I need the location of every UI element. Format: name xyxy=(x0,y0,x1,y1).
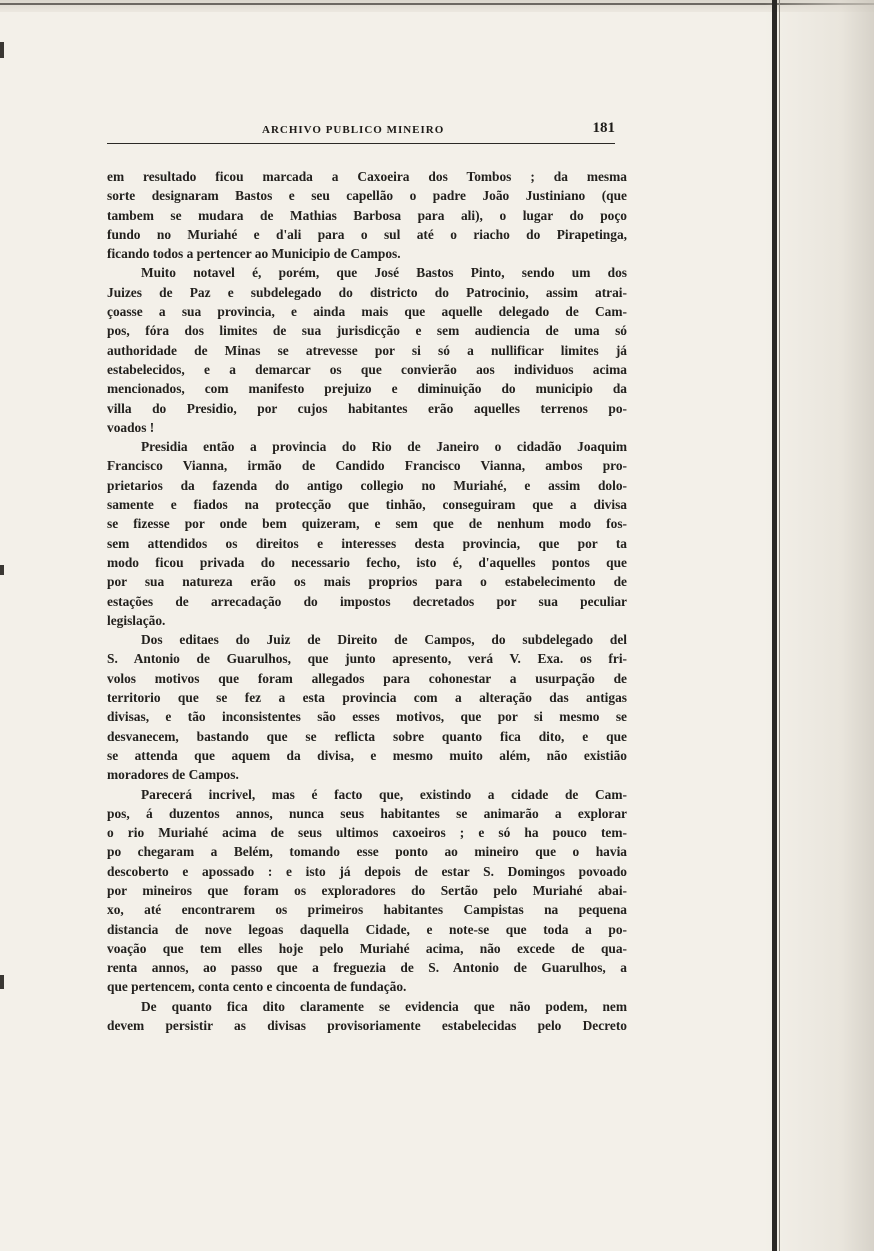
text-line: estações de arrecadação do impostos decretados por sua peculiar xyxy=(107,593,627,609)
text-line: pos, á duzentos annos, nunca seus habitantes se animarão a explorar xyxy=(107,805,627,821)
text-line: villa do Presidio, por cujos habitantes erão aquelles terrenos po- xyxy=(107,400,627,416)
binding-edge-shadow xyxy=(779,0,780,1251)
text-line: De quanto fica dito claramente se evidencia que não podem, nem xyxy=(141,998,627,1014)
scan-top-edge xyxy=(0,0,874,12)
binding-edge xyxy=(772,0,777,1251)
text-line: çoasse a sua provincia, e ainda mais que aquelle delegado de Cam- xyxy=(107,304,627,320)
text-line: em resultado ficou marcada a Caxoeira dos Tombos ; da mesma xyxy=(107,169,627,184)
text-line: mencionados, com manifesto prejuizo e diminuição do municipio da xyxy=(107,381,627,397)
scan-edge-mark xyxy=(0,42,4,58)
running-title: ARCHIVO PUBLICO MINEIRO xyxy=(262,124,445,136)
text-line: tambem se mudara de Mathias Barbosa para ali), o lugar do poço xyxy=(107,207,627,223)
text-line: por sua natureza erão os mais proprios para o estabelecimento de xyxy=(107,574,627,590)
text-line: devem persistir as divisas provisoriamente estabelecidas pelo Decreto xyxy=(107,1018,627,1034)
scan-top-rule xyxy=(0,3,874,5)
text-line: moradores de Campos. xyxy=(107,767,239,783)
text-line: Presidia então a provincia do Rio de Janeiro o cidadão Joaquim xyxy=(141,439,627,455)
text-line: voação que tem elles hoje pelo Muriahé acima, não excede de qua- xyxy=(107,940,627,956)
scan-edge-mark xyxy=(0,565,4,575)
text-line: pos, fóra dos limites de sua jurisdicção e sem audiencia de uma só xyxy=(107,323,627,339)
text-line: renta annos, ao passo que a freguezia de S. Antonio de Guarulhos, a xyxy=(107,960,627,976)
text-line: xo, até encontrarem os primeiros habitantes Campistas na pequena xyxy=(107,902,627,918)
header-rule xyxy=(107,143,615,144)
text-line: volos motivos que foram allegados para cohonestar a usurpação de xyxy=(107,670,627,686)
text-line: descoberto e apossado : e isto já depois de estar S. Domingos povoado xyxy=(107,863,627,879)
text-line: Francisco Vianna, irmão de Candido Francisco Vianna, ambos pro- xyxy=(107,458,627,474)
text-line: territorio que se fez a esta provincia com a alteração das antigas xyxy=(107,690,627,706)
text-line: por mineiros que foram os exploradores do Sertão pelo Muriahé abai- xyxy=(107,882,627,898)
text-line: estabelecidos, e a demarcar os que convierão aos individuos acima xyxy=(107,361,627,377)
text-line: prietarios da fazenda do antigo collegio no Muriahé, e assim dolo- xyxy=(107,477,627,493)
text-line: po chegaram a Belém, tomando esse ponto ao mineiro que o havia xyxy=(107,844,627,860)
text-line: voados ! xyxy=(107,419,155,435)
text-line: que pertencem, conta cento e cincoenta de fundação. xyxy=(107,979,407,995)
text-line: sem attendidos os direitos e interesses desta provincia, que por ta xyxy=(107,535,627,551)
text-line: desvanecem, bastando que se reflicta sobre quanto fica dito, e que xyxy=(107,728,627,744)
text-line: Muito notavel é, porém, que José Bastos Pinto, sendo um dos xyxy=(141,265,627,281)
text-line: authoridade de Minas se atrevesse por si só a nullificar limites já xyxy=(107,342,627,358)
text-line: legislação. xyxy=(107,612,166,628)
text-line: Juizes de Paz e subdelegado do districto do Patrocinio, assim atrai- xyxy=(107,284,627,300)
text-line: se attenda que aquem da divisa, e mesmo muito além, não existião xyxy=(107,747,627,763)
text-line: o rio Muriahé acima de seus ultimos caxoeiros ; e só ha pouco tem- xyxy=(107,825,627,841)
scan-edge-mark xyxy=(0,975,4,989)
text-line: Dos editaes do Juiz de Direito de Campos, do subdelegado del xyxy=(141,632,627,648)
page-gutter-shadow xyxy=(764,0,874,1251)
text-line: sorte designaram Bastos e seu capellão o padre João Justiniano (que xyxy=(107,188,627,204)
page-number: 181 xyxy=(592,120,615,136)
text-line: samente e fiados na protecção que tinhão, conseguiram que a divisa xyxy=(107,497,627,513)
text-line: modo ficou privada do necessario fecho, isto é, d'aquelles pontos que xyxy=(107,554,627,570)
text-line: se fizesse por onde bem quizeram, e sem que de nenhum modo fos- xyxy=(107,516,627,532)
page-header xyxy=(107,120,615,144)
text-line: ficando todos a pertencer ao Municipio de Campos. xyxy=(107,246,401,262)
text-line: distancia de nove legoas daquella Cidade, e note-se que toda a po- xyxy=(107,921,627,937)
text-line: Parecerá incrivel, mas é facto que, existindo a cidade de Cam- xyxy=(141,786,627,802)
body-text xyxy=(107,167,627,1035)
text-line: fundo no Muriahé e d'ali para o sul até o riacho do Pirapetinga, xyxy=(107,226,627,242)
text-line: divisas, e tão inconsistentes são esses motivos, que por si mesmo se xyxy=(107,709,627,725)
text-line: S. Antonio de Guarulhos, que junto apresento, verá V. Exa. os fri- xyxy=(107,651,627,667)
